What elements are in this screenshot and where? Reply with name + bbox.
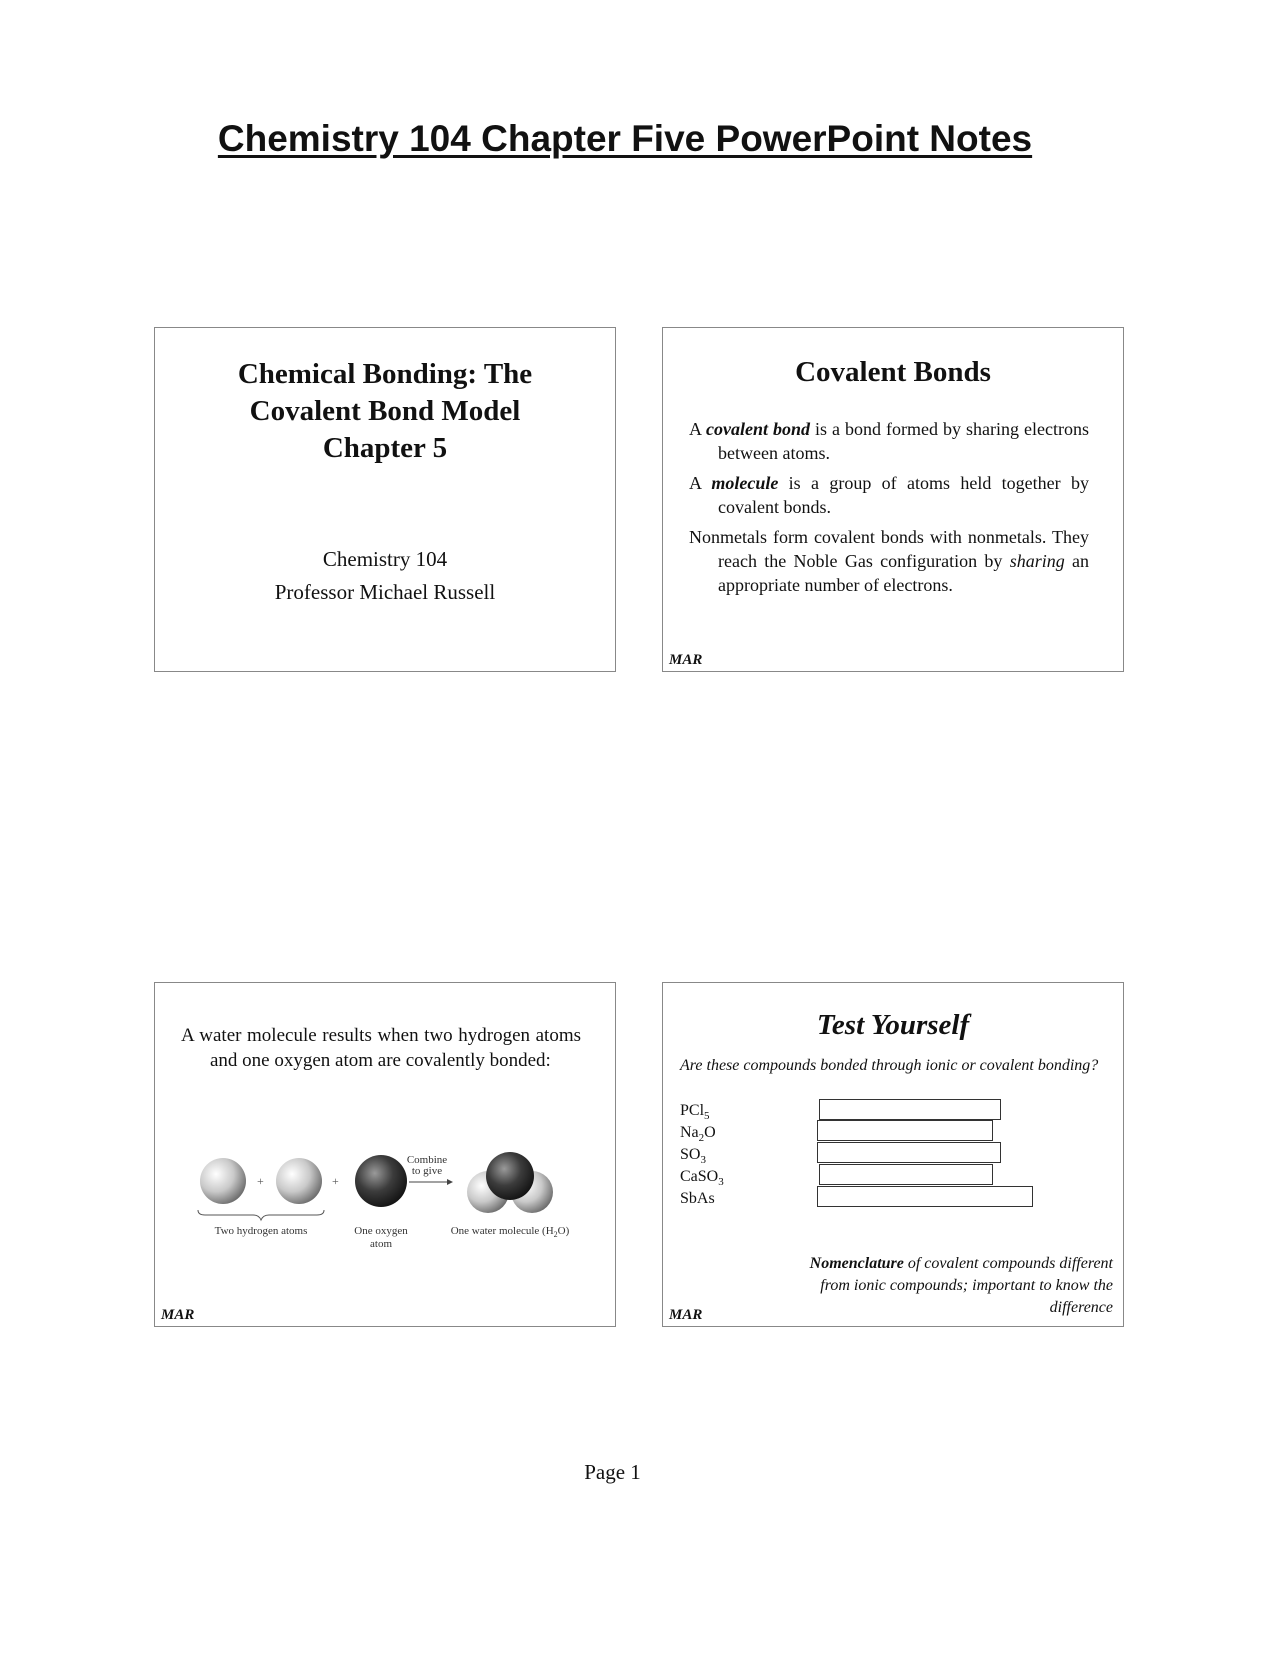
answer-box bbox=[817, 1120, 993, 1141]
slide-1-subtitle bbox=[155, 543, 615, 609]
slide-footer-initials: MAR bbox=[669, 652, 703, 668]
label-water-molecule: One water molecule $(H_2O)$ bbox=[450, 1225, 570, 1239]
professor-name: Professor Michael Russell bbox=[274, 580, 496, 604]
water-molecule-text: A water molecule results when two hydrogen atoms and one oxygen atom are covalently bonded: bbox=[181, 1025, 581, 1071]
hydrogen-atom bbox=[200, 1158, 246, 1204]
label-oxygen-atom-line1: One oxygen bbox=[354, 1225, 408, 1237]
answer-box bbox=[817, 1142, 1001, 1163]
slide-2-body bbox=[689, 417, 1089, 603]
arrow-label-bottom: to give bbox=[411, 1165, 443, 1177]
slide-3 bbox=[154, 982, 616, 1327]
term-molecule: molecule bbox=[711, 473, 779, 493]
oxygen-atom bbox=[355, 1155, 407, 1207]
water-molecule-figure bbox=[195, 1148, 595, 1258]
plus-sign: + bbox=[332, 1174, 339, 1188]
label-oxygen-atom-line2: atom bbox=[370, 1238, 392, 1250]
slide-2 bbox=[662, 327, 1124, 672]
slide-3-body bbox=[181, 1023, 581, 1079]
slide-1-title-line: Chemical Bonding: The bbox=[237, 358, 533, 390]
quiz-question: Are these compounds bonded through ionic or covalent bonding? bbox=[680, 1057, 1099, 1074]
slide-footer-initials: MAR bbox=[669, 1307, 703, 1323]
compound-label: SbAs bbox=[680, 1190, 715, 1207]
arrow-label-top: Combine bbox=[406, 1154, 448, 1166]
term-covalent-bond: covalent bond bbox=[706, 419, 811, 439]
slide-footer-initials: MAR bbox=[161, 1307, 195, 1323]
answer-box bbox=[819, 1099, 1001, 1120]
slide-1-title-line: Covalent Bond Model bbox=[249, 395, 521, 427]
document-title: Chemistry 104 Chapter Five PowerPoint Notes bbox=[217, 118, 1033, 159]
compound-label: $Na_2O$ bbox=[680, 1124, 716, 1145]
nomenclature-note: Nomenclature of covalent compounds different from ionic compounds; important to know the difference bbox=[809, 1255, 1113, 1316]
hydrogen-bracket bbox=[198, 1210, 324, 1220]
slide-1 bbox=[154, 327, 616, 672]
plus-sign: + bbox=[257, 1174, 264, 1188]
page-number: Page 1 bbox=[584, 1460, 641, 1484]
slide-4 bbox=[662, 982, 1124, 1327]
slide-1-title bbox=[155, 356, 615, 467]
slide-4-title: Test Yourself bbox=[816, 1009, 970, 1041]
hydrogen-atom bbox=[276, 1158, 322, 1204]
course-name: Chemistry 104 bbox=[322, 547, 448, 571]
molecule-definition: A molecule is a group of atoms held together by covalent bonds. bbox=[689, 473, 1089, 517]
covalent-bond-definition: A covalent bond is a bond formed by sharing electrons between atoms. bbox=[689, 419, 1089, 463]
answer-box bbox=[817, 1186, 1033, 1207]
compound-label: PCl$_5$ bbox=[680, 1102, 710, 1123]
label-hydrogen-atoms: Two hydrogen atoms bbox=[214, 1225, 308, 1237]
compound-label: CaSO$_3$ bbox=[680, 1168, 724, 1189]
slide-2-title: Covalent Bonds bbox=[795, 356, 991, 388]
water-molecule-model bbox=[467, 1152, 553, 1213]
term-sharing: sharing bbox=[1009, 551, 1065, 571]
compound-label: $SO_3$ bbox=[680, 1146, 706, 1167]
nonmetals-paragraph: Nonmetals form covalent bonds with nonmetals. They reach the Noble Gas configuration by sharing an appropriate number of electrons. bbox=[689, 527, 1089, 595]
term-nomenclature: Nomenclature bbox=[809, 1255, 904, 1272]
answer-box bbox=[819, 1164, 993, 1185]
arrow-head bbox=[447, 1179, 453, 1185]
slide-1-title-line: Chapter 5 bbox=[322, 432, 448, 464]
